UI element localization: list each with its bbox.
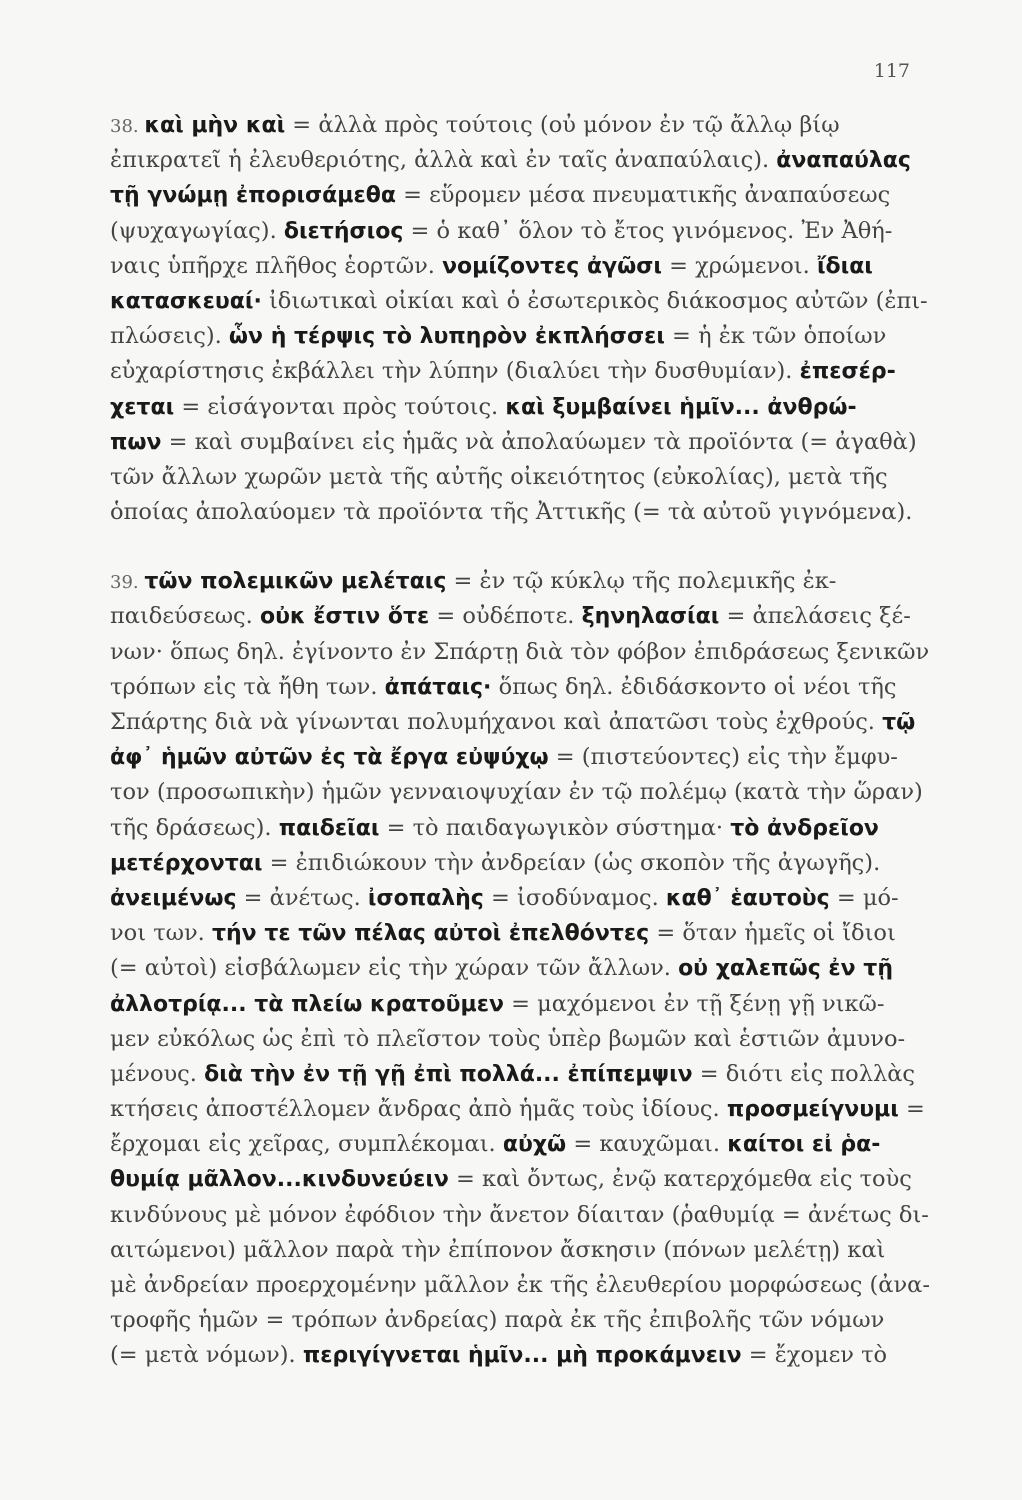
lemma-term: χεται (110, 394, 175, 420)
gloss-text: (= αὐτοὶ) εἰσβάλωμεν εἰς τὴν χώραν τῶν ἄλλων. (110, 955, 679, 982)
gloss-text: ναις ὑπῆρχε πλῆθος ἑορτῶν. (110, 252, 443, 279)
gloss-text: τροφῆς ἡμῶν = τρόπων ἀνδρείας) παρὰ ἐκ τῆς ἐπιβολῆς τῶν νόμων (110, 1307, 885, 1334)
text-line (110, 1127, 930, 1162)
text-line (110, 390, 930, 425)
gloss-text: = καὶ ὄντως, ἐνῷ κατερχόμεθα εἰς τοὺς (448, 1166, 912, 1193)
gloss-text: κτήσεις ἀποστέλλομεν ἄνδρας ἀπὸ ἡμᾶς τοὺς ἰδίους. (110, 1096, 727, 1123)
text-line (110, 1092, 930, 1127)
gloss-text: = καυχῶμαι. (566, 1131, 728, 1158)
gloss-text: μένους. (110, 1060, 205, 1087)
gloss-text: ἐπικρατεῖ ἡ ἐλευθεριότης, ἀλλὰ καὶ ἐν ταῖς ἀναπαύλαις). (110, 147, 777, 174)
lemma-term: ὧν ἡ τέρψις τὸ λυπηρὸν ἐκπλήσσει (228, 324, 665, 350)
gloss-text: = ἐν τῷ κύκλῳ τῆς πολεμικῆς ἐκ- (446, 568, 837, 595)
text-line (110, 881, 930, 916)
gloss-text: = (898, 1096, 925, 1123)
lemma-term: νομίζοντες ἀγῶσι (442, 253, 662, 279)
lemma-term: ἰσοπαλὴς (367, 885, 484, 911)
gloss-text: ἰδιωτικαὶ οἰκίαι καὶ ὁ ἐσωτερικὸς διάκοσμος αὐτῶν (ἐπι- (261, 287, 928, 314)
gloss-text: τον (προσωπικὴν) ἡμῶν γενναιοψυχίαν ἐν τῷ πολέμῳ (κατὰ τὴν ὥραν) (110, 779, 923, 806)
gloss-text: = ὁ καθ᾽ ὅλον τὸ ἔτος γινόμενος. Ἐν Ἀθή- (403, 217, 893, 244)
gloss-text: = ἀλλὰ πρὸς τούτοις (οὐ μόνον ἐν τῷ ἄλλῳ βίῳ (285, 112, 840, 138)
gloss-text: μὲ ἀνδρείαν προερχομένην μᾶλλον ἐκ τῆς ἐλευθερίου μορφώσεως (ἀνα- (110, 1272, 930, 1298)
text-line (110, 670, 930, 705)
lemma-term: καὶ ξυμβαίνει ἡμῖν... ἀνθρώ- (505, 394, 857, 420)
lemma-term: θυμίᾳ μᾶλλον...κινδυνεύειν (110, 1167, 449, 1193)
gloss-text: = ὅταν ἡμεῖς οἱ ἴδιοι (649, 920, 896, 947)
text-line (110, 1198, 930, 1233)
text-line (110, 460, 930, 495)
gloss-text: = χρώμενοι. (661, 252, 817, 279)
text-line (110, 354, 930, 389)
gloss-text: = τὸ παιδαγωγικὸν σύστημα· (379, 814, 731, 841)
gloss-text: ἔρχομαι εἰς χεῖρας, συμπλέκομαι. (110, 1131, 503, 1158)
section-number: 38. (110, 116, 145, 137)
lemma-term: ἴδιαι (816, 253, 873, 279)
lemma-term: διὰ τὴν ἐν τῇ γῇ ἐπὶ πολλά... ἐπίπεμψιν (204, 1061, 693, 1087)
text-line (110, 214, 930, 249)
lemma-term: καθ᾽ ἑαυτοὺς (665, 885, 830, 911)
gloss-text: = εἰσάγονται πρὸς τούτοις. (174, 393, 506, 420)
gloss-text: = μό- (829, 884, 899, 911)
lemma-term: μετέρχονται (110, 850, 263, 876)
lemma-term: ἀνειμένως (110, 885, 237, 911)
gloss-text: = εὕρομεν μέσα πνευματικῆς ἀναπαύσεως (395, 182, 891, 209)
text-line (110, 1303, 930, 1338)
lemma-term: ξηνηλασίαι (581, 604, 720, 630)
commentary-text (110, 108, 930, 1374)
lemma-term: οὐκ ἔστιν ὅτε (259, 604, 430, 630)
section-number: 39. (110, 572, 145, 594)
lemma-term: τὸ ἀνδρεῖον (730, 815, 879, 841)
gloss-text: τρόπων εἰς τὰ ἤθη των. (110, 673, 385, 700)
gloss-text: = μαχόμενοι ἐν τῇ ξένῃ γῇ νικῶ- (503, 990, 885, 1017)
lemma-term: παιδεῖαι (278, 815, 380, 841)
text-line (110, 705, 930, 740)
text-line (110, 775, 930, 810)
gloss-text: = καὶ συμβαίνει εἰς ἡμᾶς νὰ ἀπολαύωμεν τὰ προϊόντα (= ἀγαθὰ) (161, 428, 917, 455)
gloss-text: Σπάρτης διὰ νὰ γίνωνται πολυμήχανοι καὶ ἀπατῶσι τοὺς ἐχθρούς. (110, 709, 883, 735)
text-line (110, 916, 930, 951)
text-line (110, 108, 930, 143)
gloss-text: πλώσεις). (110, 323, 229, 350)
lemma-term: αὐχῶ (502, 1132, 567, 1158)
lemma-term: πων (110, 429, 162, 455)
lemma-term: τῇ γνώμῃ ἐπορισάμεθα (110, 183, 396, 209)
lemma-term: οὐ χαλεπῶς ἐν τῇ (678, 956, 893, 982)
gloss-text: = ἔχομεν τὸ (741, 1342, 888, 1369)
gloss-text: τῆς δράσεως). (110, 814, 279, 841)
text-line (110, 143, 930, 178)
gloss-text: = οὐδέποτε. (429, 603, 582, 630)
lemma-term: καὶ μὴν καὶ (144, 113, 286, 138)
gloss-text: νοι των. (110, 920, 212, 947)
lemma-term: ἀλλοτρίᾳ... τὰ πλείω κρατοῦμεν (110, 991, 504, 1017)
gloss-text: = ἡ ἐκ τῶν ὁποίων (664, 323, 887, 350)
text-line (110, 740, 930, 775)
gloss-text: ὁποίας ἀπολαύομεν τὰ προϊόντα τῆς Ἀττικῆς (= τὰ αὐτοῦ γιγνόμενα). (110, 499, 913, 526)
text-line (110, 1162, 930, 1197)
gloss-text: = (πιστεύοντες) εἰς τὴν ἔμφυ- (548, 744, 898, 771)
lemma-term: τῶν πολεμικῶν μελέταις (144, 569, 447, 595)
text-line (110, 249, 930, 284)
gloss-text: αιτώμενοι) μᾶλλον παρὰ τὴν ἐπίπονον ἄσκησιν (πόνων μελέτῃ) καὶ (110, 1236, 886, 1263)
gloss-text: (ψυχαγωγίας). (110, 217, 284, 244)
lemma-term: τῷ (882, 710, 916, 735)
text-line (110, 1233, 930, 1268)
gloss-text: κινδύνους μὲ μόνον ἐφόδιον τὴν ἄνετον δίαιταν (ῥαθυμίᾳ = ἀνέτως δι- (110, 1201, 929, 1228)
text-line (110, 599, 930, 634)
gloss-text: = διότι εἰς πολλὰς (692, 1060, 916, 1087)
text-line (110, 319, 930, 354)
text-line (110, 846, 930, 881)
text-line (110, 425, 930, 460)
text-line (110, 635, 930, 670)
lemma-term: τήν τε τῶν πέλας αὐτοὶ ἐπελθόντες (211, 921, 650, 947)
gloss-text: ὅπως δηλ. ἐδιδάσκοντο οἱ νέοι τῆς (491, 673, 897, 700)
gloss-text: τῶν ἄλλων χωρῶν μετὰ τῆς αὐτῆς οἰκειότητος (εὐκολίας), μετὰ τῆς (110, 463, 888, 490)
gloss-text: εὐχαρίστησις ἐκβάλλει τὴν λύπην (διαλύει τὴν δυσθυμίαν). (110, 358, 800, 385)
lemma-term: ἀφ᾽ ἡμῶν αὐτῶν ἐς τὰ ἔργα εὐψύχῳ (110, 745, 549, 771)
text-line (110, 564, 930, 599)
lemma-term: προσμείγνυμι (726, 1097, 899, 1123)
gloss-text: νων· ὅπως δηλ. ἐγίνοντο ἐν Σπάρτῃ διὰ τὸν φόβον ἐπιδράσεως ξενικῶν (110, 638, 930, 665)
lemma-term: ἀναπαύλας (776, 148, 911, 174)
lemma-term: ἐπεσέρ- (799, 359, 896, 385)
gloss-text: μεν εὐκόλως ὡς ἐπὶ τὸ πλεῖστον τοὺς ὑπὲρ βωμῶν καὶ ἑστιῶν ἀμυνο- (110, 1025, 906, 1052)
text-line (110, 987, 930, 1022)
text-line (110, 811, 930, 846)
gloss-text: = ἀνέτως. (236, 884, 368, 911)
text-line (110, 1057, 930, 1092)
lemma-term: καίτοι εἰ ῥα- (727, 1132, 881, 1158)
gloss-text: παιδεύσεως. (110, 603, 260, 630)
text-line (110, 1338, 930, 1373)
text-line (110, 495, 930, 530)
gloss-text: (= μετὰ νόμων). (110, 1342, 303, 1369)
text-line (110, 284, 930, 319)
lemma-term: περιγίγνεται ἡμῖν... μὴ προκάμνειν (302, 1343, 742, 1369)
gloss-text: = ἰσοδύναμος. (483, 884, 666, 911)
gloss-text: = ἀπελάσεις ξέ- (719, 603, 911, 630)
lemma-term: διετήσιος (283, 218, 404, 244)
lemma-term: κατασκευαί· (110, 288, 262, 314)
lemma-term: ἀπάταις· (384, 674, 492, 700)
page-number: 117 (873, 60, 910, 82)
text-line (110, 1022, 930, 1057)
gloss-text: = ἐπιδιώκουν τὴν ἀνδρείαν (ὡς σκοπὸν τῆς ἀγωγῆς). (262, 849, 881, 876)
text-line (110, 1268, 930, 1303)
text-line (110, 178, 930, 213)
text-line (110, 951, 930, 986)
